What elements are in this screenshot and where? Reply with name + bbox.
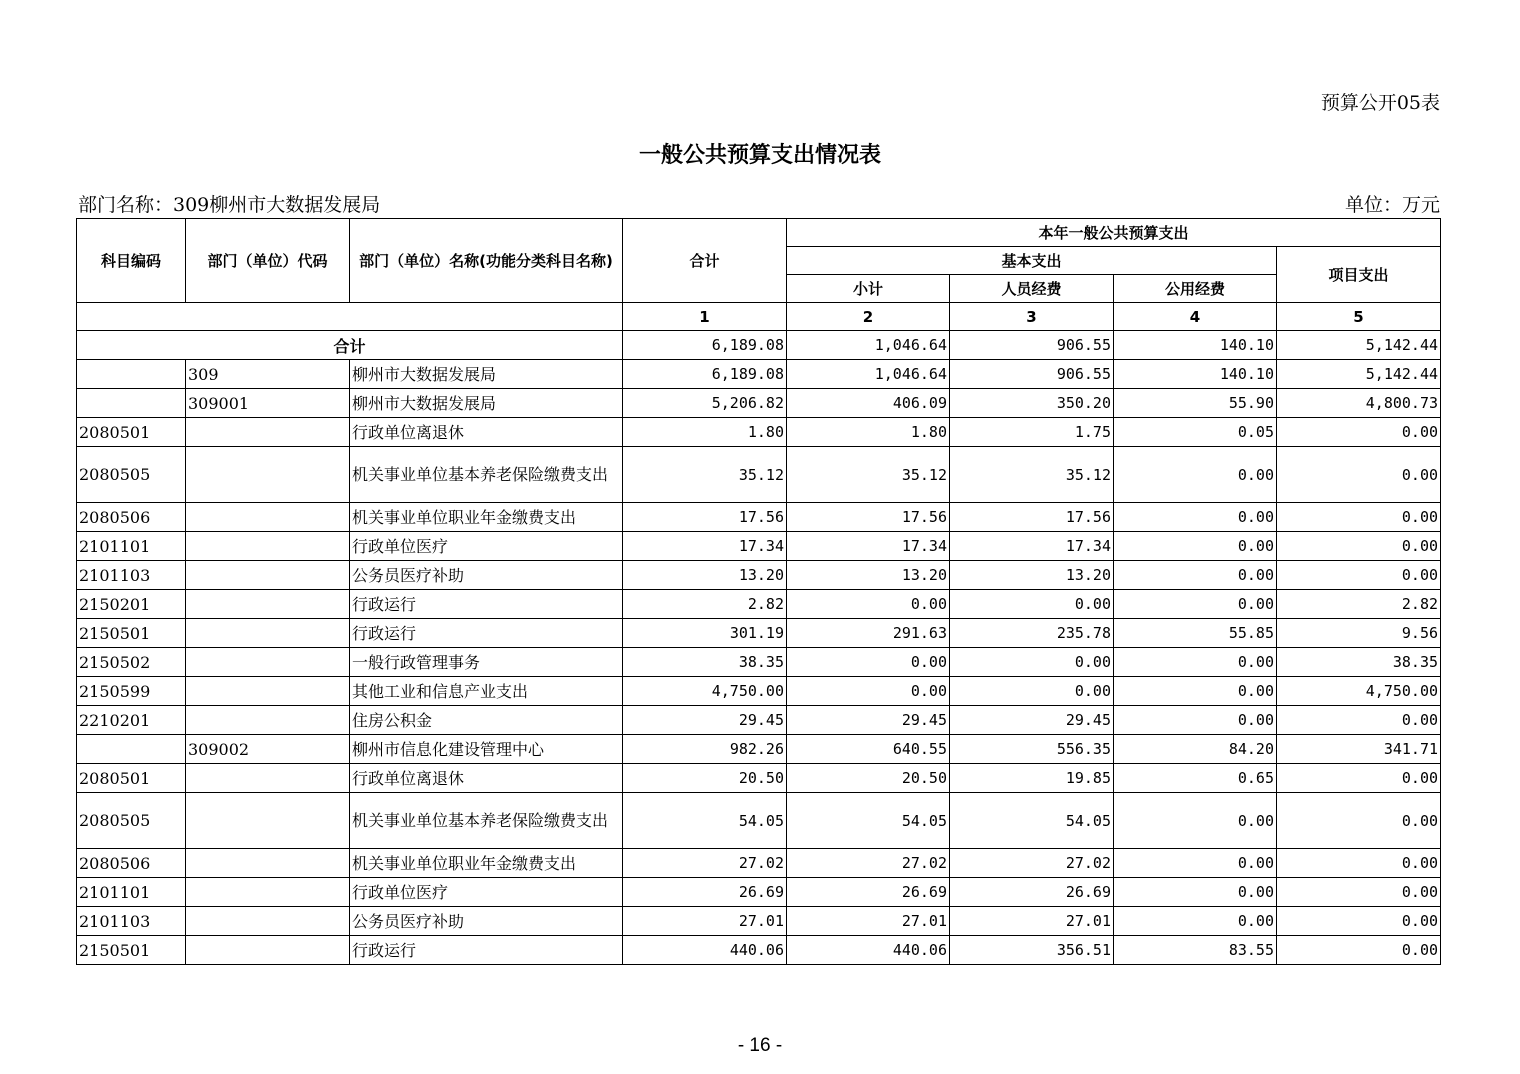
row-public: 0.05 xyxy=(1114,418,1277,447)
row-project: 0.00 xyxy=(1277,447,1441,503)
table-row xyxy=(77,849,1441,878)
row-subtotal: 640.55 xyxy=(787,735,950,764)
row-total: 5,206.82 xyxy=(623,389,787,418)
total-row-subtotal: 1,046.64 xyxy=(787,331,950,360)
row-personnel: 17.56 xyxy=(950,503,1114,532)
row-personnel: 906.55 xyxy=(950,360,1114,389)
page-title: 一般公共预算支出情况表 xyxy=(638,143,881,168)
row-dept-code xyxy=(186,590,350,619)
row-dept-code xyxy=(186,532,350,561)
row-project: 2.82 xyxy=(1277,590,1441,619)
row-personnel: 0.00 xyxy=(950,677,1114,706)
row-public: 0.00 xyxy=(1114,878,1277,907)
header-basic: 基本支出 xyxy=(787,247,1277,275)
row-name: 行政单位离退休 xyxy=(350,418,623,447)
row-subject-code: 2210201 xyxy=(77,706,186,735)
unit-label: 单位：万元 xyxy=(1344,194,1440,216)
row-public: 55.85 xyxy=(1114,619,1277,648)
form-number: 预算公开05表 xyxy=(1320,92,1440,114)
row-subject-code: 2080505 xyxy=(77,447,186,503)
row-subject-code xyxy=(77,389,186,418)
row-subtotal: 29.45 xyxy=(787,706,950,735)
row-project: 0.00 xyxy=(1277,418,1441,447)
row-name: 行政单位离退休 xyxy=(350,764,623,793)
row-subject-code: 2150501 xyxy=(77,936,186,965)
table-row xyxy=(77,561,1441,590)
row-subject-code: 2080506 xyxy=(77,849,186,878)
table-row xyxy=(77,764,1441,793)
total-row-label: 合计 xyxy=(77,331,623,360)
row-subtotal: 27.01 xyxy=(787,907,950,936)
row-dept-code xyxy=(186,561,350,590)
row-public: 84.20 xyxy=(1114,735,1277,764)
row-subtotal: 406.09 xyxy=(787,389,950,418)
row-subtotal: 13.20 xyxy=(787,561,950,590)
row-public: 0.00 xyxy=(1114,503,1277,532)
row-subtotal: 17.34 xyxy=(787,532,950,561)
row-public: 0.00 xyxy=(1114,793,1277,849)
table-header xyxy=(77,219,1441,331)
row-subtotal: 440.06 xyxy=(787,936,950,965)
row-project: 0.00 xyxy=(1277,706,1441,735)
row-personnel: 13.20 xyxy=(950,561,1114,590)
table-row xyxy=(77,360,1441,389)
total-row-total: 6,189.08 xyxy=(623,331,787,360)
header-col-2: 2 xyxy=(787,303,950,331)
row-project: 5,142.44 xyxy=(1277,360,1441,389)
row-public: 0.65 xyxy=(1114,764,1277,793)
row-dept-code xyxy=(186,619,350,648)
row-personnel: 350.20 xyxy=(950,389,1114,418)
row-project: 0.00 xyxy=(1277,849,1441,878)
row-total: 20.50 xyxy=(623,764,787,793)
header-blank xyxy=(77,303,623,331)
row-dept-code: 309002 xyxy=(186,735,350,764)
row-project: 0.00 xyxy=(1277,764,1441,793)
row-public: 0.00 xyxy=(1114,532,1277,561)
row-subject-code: 2101103 xyxy=(77,907,186,936)
row-personnel: 235.78 xyxy=(950,619,1114,648)
row-name: 一般行政管理事务 xyxy=(350,648,623,677)
row-subtotal: 1,046.64 xyxy=(787,360,950,389)
department-label: 部门名称：309柳州市大数据发展局 xyxy=(78,194,381,216)
row-name: 机关事业单位职业年金缴费支出 xyxy=(350,503,623,532)
row-dept-code xyxy=(186,418,350,447)
table-row xyxy=(77,503,1441,532)
table-row xyxy=(77,590,1441,619)
row-total: 301.19 xyxy=(623,619,787,648)
row-dept-code xyxy=(186,936,350,965)
row-subject-code: 2080505 xyxy=(77,793,186,849)
row-subject-code xyxy=(77,735,186,764)
row-name: 行政单位医疗 xyxy=(350,532,623,561)
row-total: 27.01 xyxy=(623,907,787,936)
row-name: 行政运行 xyxy=(350,936,623,965)
row-dept-code xyxy=(186,648,350,677)
table-row xyxy=(77,878,1441,907)
row-personnel: 27.01 xyxy=(950,907,1114,936)
row-name: 柳州市大数据发展局 xyxy=(350,389,623,418)
table-row xyxy=(77,706,1441,735)
header-dept-code: 部门（单位）代码 xyxy=(186,219,350,303)
row-total: 4,750.00 xyxy=(623,677,787,706)
row-subject-code: 2150501 xyxy=(77,619,186,648)
row-project: 38.35 xyxy=(1277,648,1441,677)
row-public: 0.00 xyxy=(1114,447,1277,503)
row-dept-code xyxy=(186,706,350,735)
header-col-4: 4 xyxy=(1114,303,1277,331)
row-total: 27.02 xyxy=(623,849,787,878)
row-subject-code xyxy=(77,360,186,389)
total-row-project: 5,142.44 xyxy=(1277,331,1441,360)
row-subtotal: 1.80 xyxy=(787,418,950,447)
row-name: 公务员医疗补助 xyxy=(350,907,623,936)
row-name: 柳州市信息化建设管理中心 xyxy=(350,735,623,764)
row-personnel: 19.85 xyxy=(950,764,1114,793)
budget-table xyxy=(76,218,1441,965)
row-project: 0.00 xyxy=(1277,907,1441,936)
row-public: 55.90 xyxy=(1114,389,1277,418)
row-total: 6,189.08 xyxy=(623,360,787,389)
header-subject-code: 科目编码 xyxy=(77,219,186,303)
table-row xyxy=(77,677,1441,706)
row-project: 0.00 xyxy=(1277,936,1441,965)
row-subtotal: 26.69 xyxy=(787,878,950,907)
row-personnel: 27.02 xyxy=(950,849,1114,878)
row-name: 住房公积金 xyxy=(350,706,623,735)
header-col-3: 3 xyxy=(950,303,1114,331)
table-row xyxy=(77,735,1441,764)
row-project: 0.00 xyxy=(1277,532,1441,561)
row-dept-code: 309 xyxy=(186,360,350,389)
row-subject-code: 2150502 xyxy=(77,648,186,677)
row-dept-code xyxy=(186,764,350,793)
header-col-5: 5 xyxy=(1277,303,1441,331)
total-row xyxy=(77,331,1441,360)
row-dept-code xyxy=(186,503,350,532)
row-total: 13.20 xyxy=(623,561,787,590)
row-name: 其他工业和信息产业支出 xyxy=(350,677,623,706)
row-personnel: 17.34 xyxy=(950,532,1114,561)
table-row xyxy=(77,619,1441,648)
row-dept-code xyxy=(186,677,350,706)
row-total: 35.12 xyxy=(623,447,787,503)
row-personnel: 29.45 xyxy=(950,706,1114,735)
row-name: 机关事业单位基本养老保险缴费支出 xyxy=(350,447,623,503)
row-total: 17.34 xyxy=(623,532,787,561)
row-project: 0.00 xyxy=(1277,503,1441,532)
row-project: 0.00 xyxy=(1277,793,1441,849)
row-personnel: 54.05 xyxy=(950,793,1114,849)
header-public: 公用经费 xyxy=(1114,275,1277,303)
row-public: 0.00 xyxy=(1114,677,1277,706)
row-dept-code xyxy=(186,878,350,907)
row-public: 83.55 xyxy=(1114,936,1277,965)
row-total: 982.26 xyxy=(623,735,787,764)
row-subtotal: 17.56 xyxy=(787,503,950,532)
row-subject-code: 2150599 xyxy=(77,677,186,706)
row-subject-code: 2101103 xyxy=(77,561,186,590)
row-public: 0.00 xyxy=(1114,706,1277,735)
table-row xyxy=(77,648,1441,677)
row-personnel: 0.00 xyxy=(950,648,1114,677)
row-subtotal: 291.63 xyxy=(787,619,950,648)
row-project: 341.71 xyxy=(1277,735,1441,764)
row-name: 柳州市大数据发展局 xyxy=(350,360,623,389)
table-row xyxy=(77,447,1441,503)
row-name: 行政单位医疗 xyxy=(350,878,623,907)
row-public: 140.10 xyxy=(1114,360,1277,389)
header-total: 合计 xyxy=(623,219,787,303)
header-project: 项目支出 xyxy=(1277,247,1441,303)
row-public: 0.00 xyxy=(1114,907,1277,936)
table-row xyxy=(77,907,1441,936)
row-dept-code xyxy=(186,447,350,503)
row-total: 440.06 xyxy=(623,936,787,965)
row-total: 1.80 xyxy=(623,418,787,447)
row-total: 38.35 xyxy=(623,648,787,677)
row-project: 0.00 xyxy=(1277,561,1441,590)
header-current-year: 本年一般公共预算支出 xyxy=(787,219,1441,247)
row-dept-code xyxy=(186,793,350,849)
row-dept-code xyxy=(186,849,350,878)
row-subtotal: 0.00 xyxy=(787,590,950,619)
table-row xyxy=(77,389,1441,418)
row-name: 行政运行 xyxy=(350,619,623,648)
row-project: 0.00 xyxy=(1277,878,1441,907)
row-name: 行政运行 xyxy=(350,590,623,619)
row-subject-code: 2080501 xyxy=(77,418,186,447)
page-number: - 16 - xyxy=(737,1035,783,1056)
row-project: 9.56 xyxy=(1277,619,1441,648)
row-subtotal: 20.50 xyxy=(787,764,950,793)
row-subtotal: 54.05 xyxy=(787,793,950,849)
row-name: 机关事业单位职业年金缴费支出 xyxy=(350,849,623,878)
row-subject-code: 2101101 xyxy=(77,878,186,907)
row-subtotal: 0.00 xyxy=(787,677,950,706)
table-body xyxy=(77,331,1441,965)
total-row-public: 140.10 xyxy=(1114,331,1277,360)
table-row xyxy=(77,532,1441,561)
row-subject-code: 2080501 xyxy=(77,764,186,793)
row-subtotal: 27.02 xyxy=(787,849,950,878)
row-subject-code: 2080506 xyxy=(77,503,186,532)
row-personnel: 26.69 xyxy=(950,878,1114,907)
header-dept-name: 部门（单位）名称(功能分类科目名称) xyxy=(350,219,623,303)
row-dept-code xyxy=(186,907,350,936)
table-row xyxy=(77,936,1441,965)
header-personnel: 人员经费 xyxy=(950,275,1114,303)
row-subtotal: 0.00 xyxy=(787,648,950,677)
row-total: 54.05 xyxy=(623,793,787,849)
row-subtotal: 35.12 xyxy=(787,447,950,503)
row-personnel: 35.12 xyxy=(950,447,1114,503)
total-row-personnel: 906.55 xyxy=(950,331,1114,360)
table-row xyxy=(77,793,1441,849)
row-subject-code: 2150201 xyxy=(77,590,186,619)
row-public: 0.00 xyxy=(1114,590,1277,619)
header-col-1: 1 xyxy=(623,303,787,331)
row-personnel: 1.75 xyxy=(950,418,1114,447)
table-row xyxy=(77,418,1441,447)
row-project: 4,800.73 xyxy=(1277,389,1441,418)
row-personnel: 0.00 xyxy=(950,590,1114,619)
row-public: 0.00 xyxy=(1114,648,1277,677)
row-personnel: 556.35 xyxy=(950,735,1114,764)
row-project: 4,750.00 xyxy=(1277,677,1441,706)
row-personnel: 356.51 xyxy=(950,936,1114,965)
row-dept-code: 309001 xyxy=(186,389,350,418)
row-name: 机关事业单位基本养老保险缴费支出 xyxy=(350,793,623,849)
row-total: 17.56 xyxy=(623,503,787,532)
row-total: 26.69 xyxy=(623,878,787,907)
row-total: 29.45 xyxy=(623,706,787,735)
row-subject-code: 2101101 xyxy=(77,532,186,561)
header-subtotal: 小计 xyxy=(787,275,950,303)
row-total: 2.82 xyxy=(623,590,787,619)
row-name: 公务员医疗补助 xyxy=(350,561,623,590)
row-public: 0.00 xyxy=(1114,849,1277,878)
row-public: 0.00 xyxy=(1114,561,1277,590)
